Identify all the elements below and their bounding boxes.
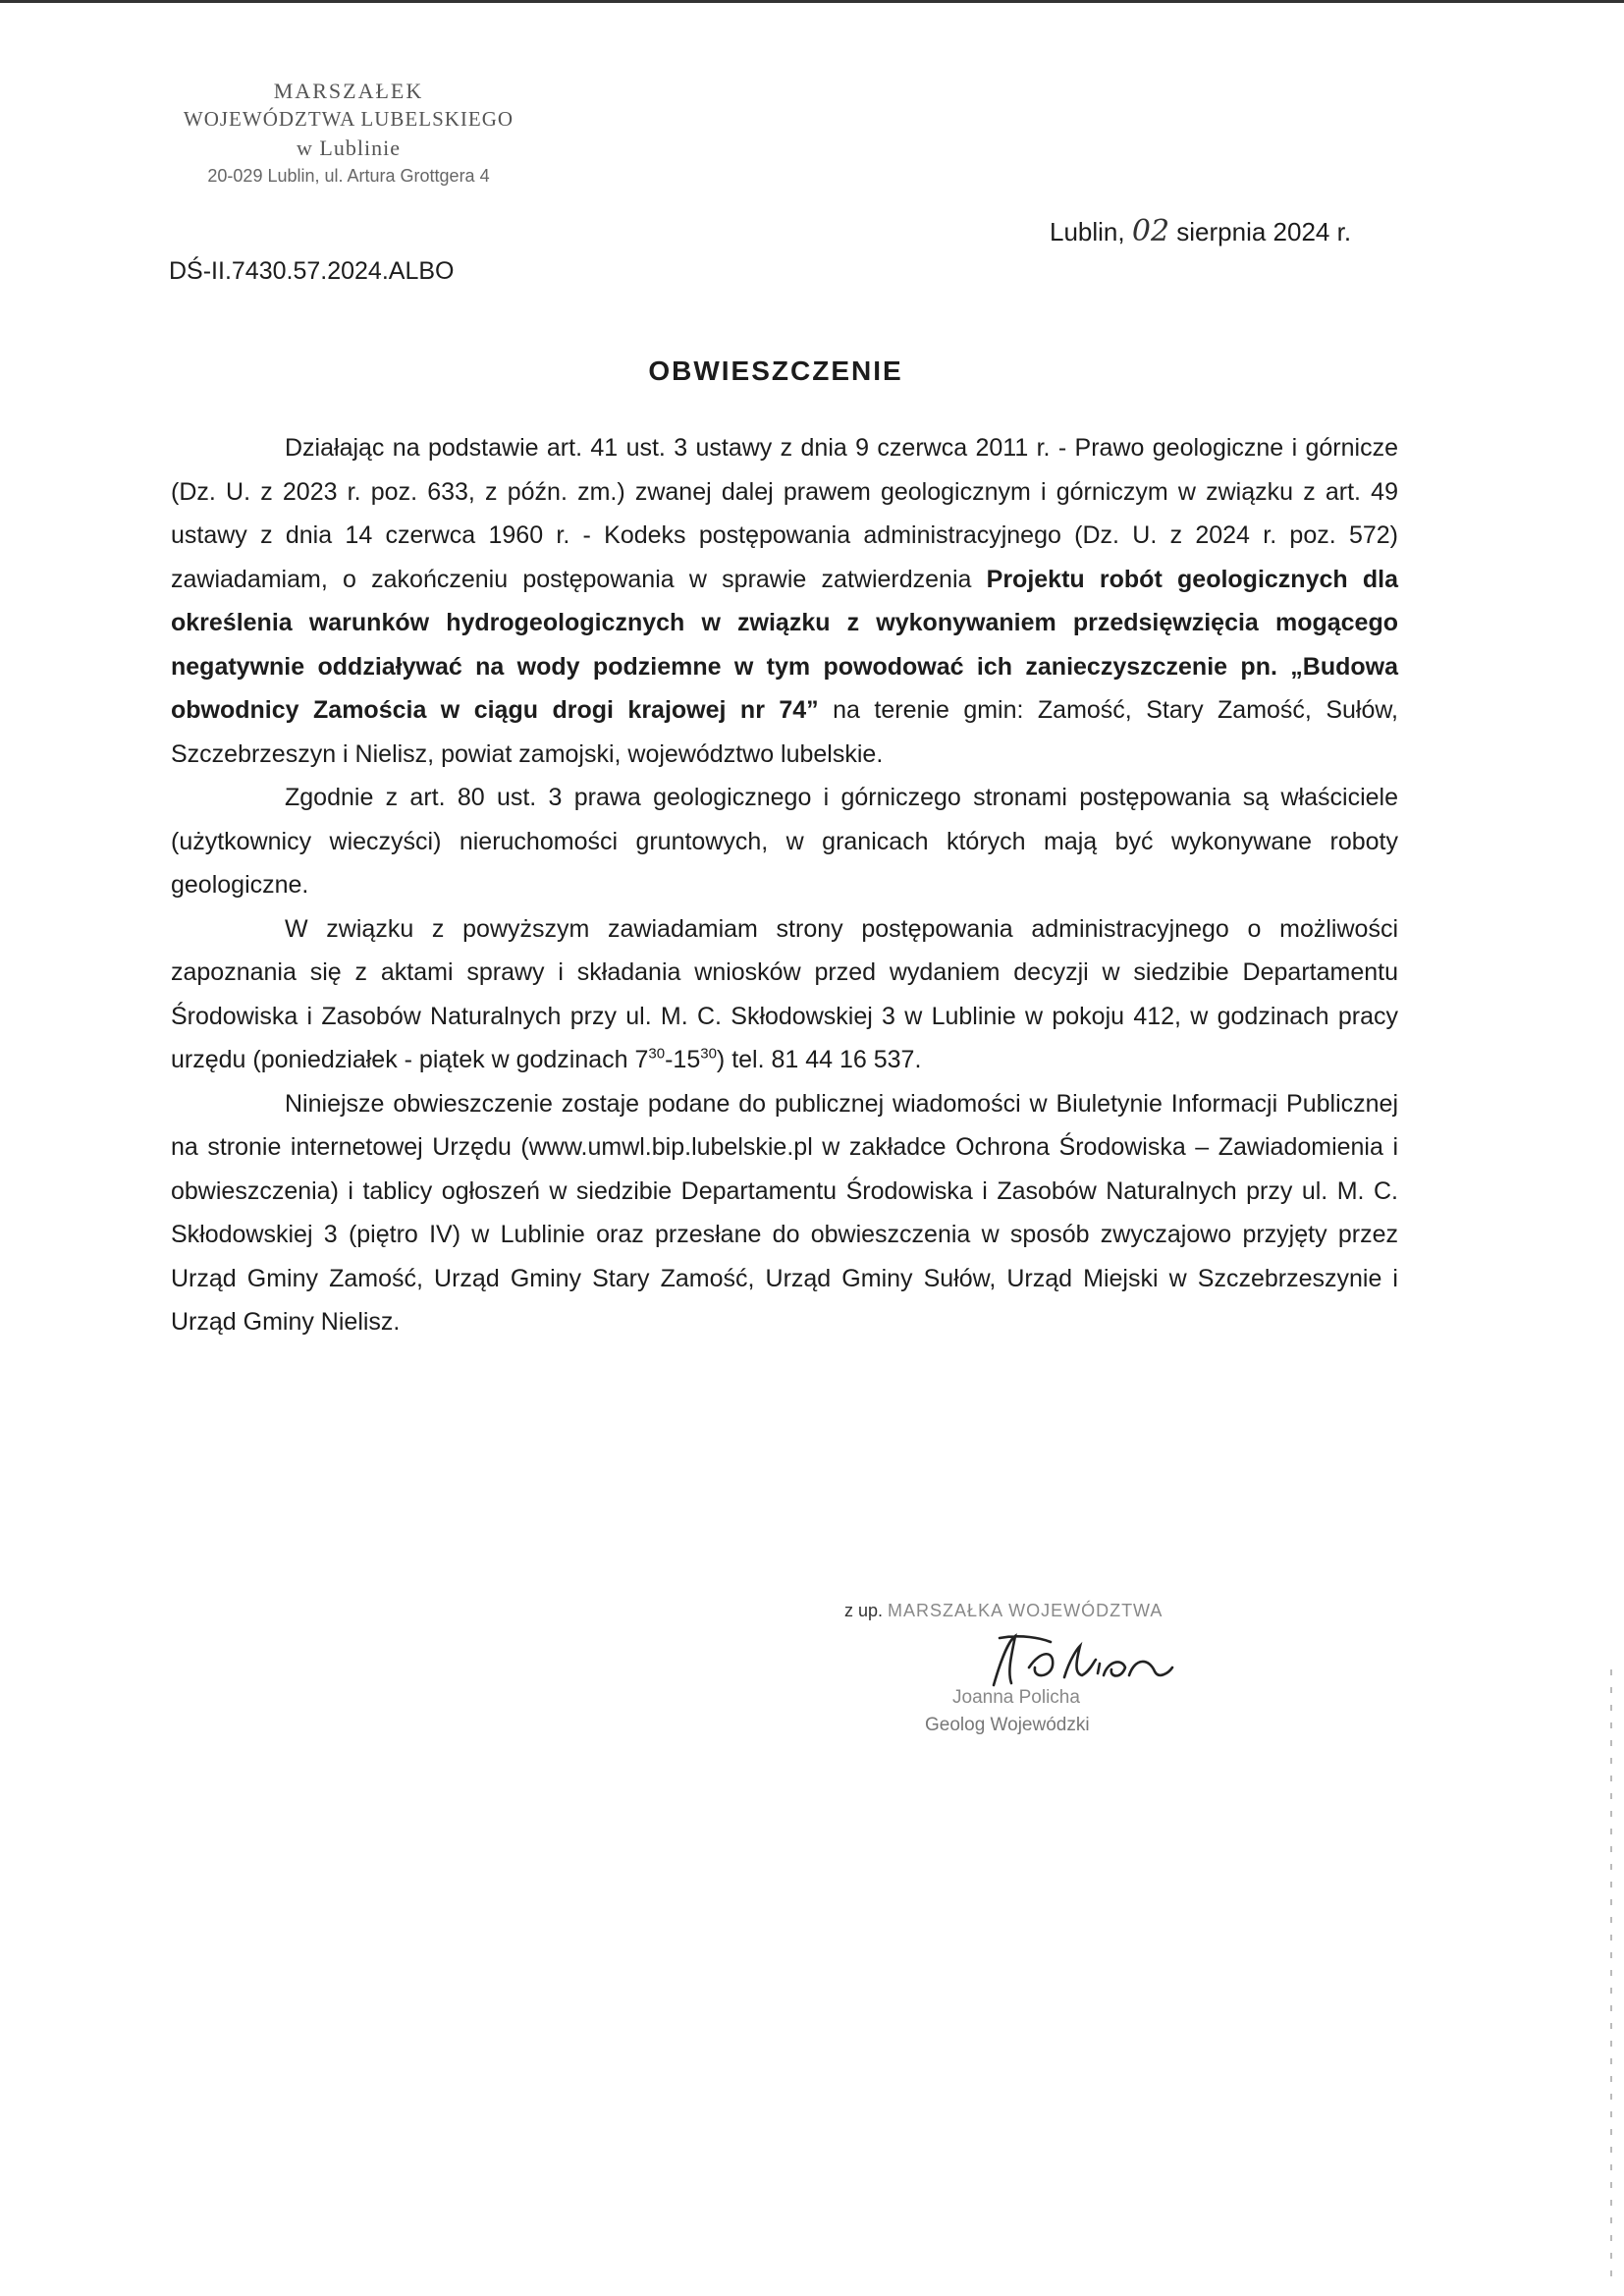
- paragraph-3: [171, 907, 1398, 1082]
- scan-right-edge: [1610, 1669, 1612, 2278]
- scan-top-edge: [0, 0, 1624, 3]
- stamp-line-city: w Lublinie: [297, 136, 401, 160]
- hours-start-minutes: 30: [648, 1045, 666, 1063]
- stamp-line-title: MARSZAŁEK: [273, 79, 424, 103]
- paragraph-3-phone: ) tel. 81 44 16 537.: [716, 1046, 922, 1073]
- paragraph-1-location: na terenie gmin: Zamość, Stary Zamość, Sułów, Szczebrzeszyn i Nielisz, powiat zamojski, województwo lubelskie.: [171, 696, 1398, 768]
- signature-office: MARSZAŁKA WOJEWÓDZTWA: [888, 1601, 1164, 1620]
- signatory-name: Joanna Policha: [952, 1687, 1080, 1708]
- case-reference: DŚ-II.7430.57.2024.ALBO: [169, 257, 455, 285]
- paragraph-1-project-title: Projektu robót geologicznych dla określenia warunków hydrogeologicznych w związku z wykonywaniem przedsięwzięcia mogącego negatywnie oddziaływać na wody podziemne w tym powodować ich zanieczyszczenie pn. „Budowa obwodnicy Zamościa w ciągu drogi krajowej nr 74”: [171, 565, 1399, 724]
- paragraph-1: [171, 426, 1398, 776]
- date-prefix: Lublin,: [1050, 217, 1125, 246]
- stamp-line-address: 20-029 Lublin, ul. Artura Grottgera 4: [207, 166, 490, 186]
- date-day-handwritten: 02: [1131, 214, 1170, 248]
- paragraph-4: Niniejsze obwieszczenie zostaje podane do publicznej wiadomości w Biuletynie Informacji Publicznej na stronie internetowej Urzędu (www.umwl.bip.lubelskie.pl w zakładce Ochrona Środowiska – Zawiadomienia i obwieszczenia) i tablicy ogłoszeń w siedzibie Departamentu Środowiska i Zasobów Naturalnych przy ul. M. C. Skłodowskiej 3 (piętro IV) w Lublinie oraz przesłane do obwieszczenia w sposób zwyczajowo przyjęty przez Urząd Gminy Zamość, Urząd Gminy Stary Zamość, Urząd Gminy Sułów, Urząd Miejski w Szczebrzeszynie i Urząd Gminy Nielisz.: [171, 1089, 1398, 1336]
- stamp-line-office: WOJEWÓDZTWA LUBELSKIEGO: [183, 107, 514, 131]
- date-suffix: sierpnia 2024 r.: [1176, 217, 1352, 246]
- signature-upw: z up.: [844, 1601, 884, 1620]
- document-body: [171, 426, 1398, 1344]
- hours-end-minutes: 30: [700, 1045, 717, 1063]
- document-date: [1050, 214, 1351, 248]
- signature-block: [844, 1601, 1257, 1735]
- office-stamp: [128, 77, 569, 191]
- hours-separator: -15: [665, 1046, 701, 1073]
- paragraph-3-text: W związku z powyższym zawiadamiam strony postępowania administracyjnego o możliwości zapoznania się z aktami sprawy i składania wniosków przed wydaniem decyzji w siedzibie Departamentu Środowiska i Zasobów Naturalnych przy ul. M. C. Skłodowskiej 3 w Lublinie w pokoju 412, w godzinach pracy urzędu (poniedziałek - piątek w godzinach 7: [171, 914, 1398, 1073]
- paragraph-2: Zgodnie z art. 80 ust. 3 prawa geologicznego i górniczego stronami postępowania są właściciele (użytkownicy wieczyści) nieruchomości gruntowych, w granicach których mają być wykonywane roboty geologiczne.: [171, 784, 1398, 899]
- paragraph-1-intro: Działając na podstawie art. 41 ust. 3 ustawy z dnia 9 czerwca 2011 r. - Prawo geologiczne i górnicze (Dz. U. z 2023 r. poz. 633, z późn. zm.) zwanej dalej prawem geologicznym i górniczym w związku z art. 49 ustawy z dnia 14 czerwca 1960 r. - Kodeks postępowania administracyjnego (Dz. U. z 2024 r. poz. 572) zawiadamiam, o zakończeniu postępowania w sprawie zatwierdzenia: [171, 434, 1398, 593]
- signature-authorization: [844, 1601, 1257, 1621]
- document-title: OBWIESZCZENIE: [648, 355, 903, 386]
- signatory-role: Geolog Wojewódzki: [925, 1715, 1090, 1735]
